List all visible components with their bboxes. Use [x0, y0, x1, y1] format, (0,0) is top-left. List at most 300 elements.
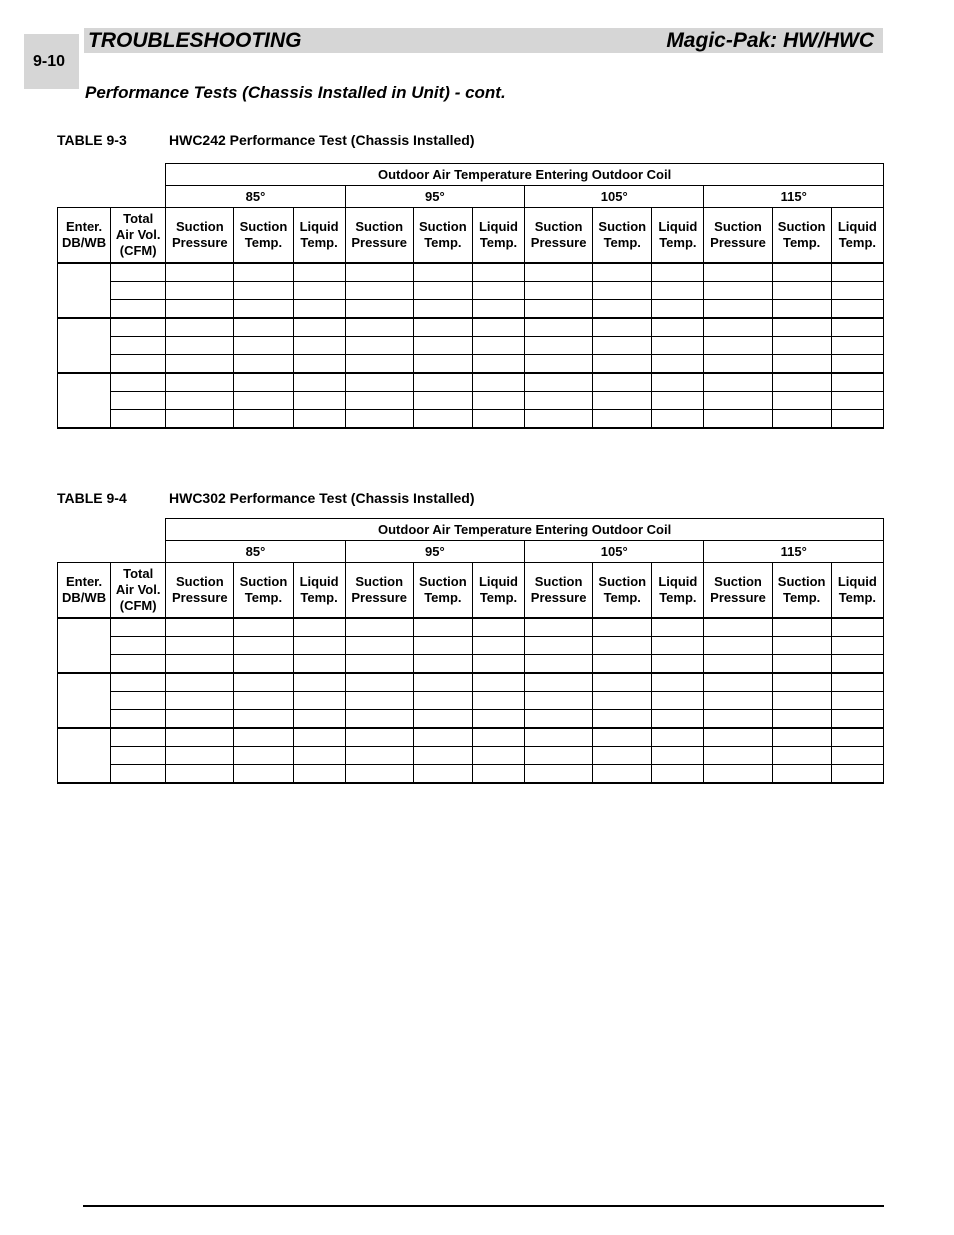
data-cell [652, 263, 704, 282]
table-row [58, 318, 884, 337]
data-cell [111, 355, 166, 374]
data-cell [772, 655, 831, 674]
data-cell [345, 673, 413, 692]
liquid-temp-header [831, 208, 883, 264]
data-cell [831, 300, 883, 319]
data-cell [472, 392, 524, 410]
data-cell [772, 692, 831, 710]
data-cell [652, 728, 704, 747]
data-cell [293, 747, 345, 765]
data-cell [704, 392, 772, 410]
header-line: Suction [175, 219, 224, 234]
table-row [58, 747, 884, 765]
data-cell [831, 282, 883, 300]
data-cell [525, 355, 593, 374]
data-cell [472, 318, 524, 337]
data-cell [472, 618, 524, 637]
data-cell [525, 728, 593, 747]
data-cell [652, 747, 704, 765]
blank-corner [58, 164, 166, 186]
header-line: Suction [175, 574, 224, 589]
data-cell [413, 618, 472, 637]
data-cell [413, 410, 472, 429]
data-cell [345, 355, 413, 374]
data-cell [525, 410, 593, 429]
data-cell [593, 263, 652, 282]
section-heading: Performance Tests (Chassis Installed in Unit) - cont. [85, 83, 506, 102]
data-cell [345, 282, 413, 300]
data-cell [704, 355, 772, 374]
performance-table-hwc242 [57, 163, 884, 429]
header-line: Liquid [478, 219, 518, 234]
data-cell [593, 373, 652, 392]
suction-temp-header [234, 208, 293, 264]
data-cell [111, 747, 166, 765]
suction-temp-header [772, 208, 831, 264]
data-cell [166, 655, 234, 674]
data-cell [293, 728, 345, 747]
data-cell [234, 765, 293, 784]
header-line: Temp. [244, 235, 283, 250]
data-cell [772, 618, 831, 637]
data-cell [831, 710, 883, 729]
data-cell [652, 282, 704, 300]
data-cell [652, 710, 704, 729]
data-cell [472, 637, 524, 655]
data-cell [345, 410, 413, 429]
data-cell [345, 728, 413, 747]
header-line: Enter. [66, 219, 103, 234]
suction-pressure-header [704, 563, 772, 619]
data-cell [293, 318, 345, 337]
suction-pressure-header [166, 208, 234, 264]
suction-temp-header [593, 208, 652, 264]
data-cell [593, 355, 652, 374]
data-cell [652, 410, 704, 429]
data-cell [166, 263, 234, 282]
data-cell [652, 318, 704, 337]
data-cell [704, 747, 772, 765]
header-line: Liquid [299, 574, 339, 589]
data-cell [413, 747, 472, 765]
header-line: Temp. [603, 235, 641, 250]
data-cell [525, 692, 593, 710]
data-cell [234, 410, 293, 429]
data-cell [234, 710, 293, 729]
suction-pressure-header [345, 208, 413, 264]
data-cell [704, 765, 772, 784]
suction-temp-header [593, 563, 652, 619]
data-cell [472, 263, 524, 282]
data-cell [345, 373, 413, 392]
header-line: Temp. [244, 590, 283, 605]
data-cell [472, 355, 524, 374]
data-cell [525, 747, 593, 765]
suction-temp-header [413, 208, 472, 264]
header-line: Suction [598, 219, 647, 234]
data-cell [472, 337, 524, 355]
data-cell [704, 618, 772, 637]
data-cell [166, 618, 234, 637]
data-cell [166, 747, 234, 765]
data-cell [472, 710, 524, 729]
data-cell [772, 710, 831, 729]
data-cell [345, 300, 413, 319]
data-cell [111, 392, 166, 410]
liquid-temp-header [472, 208, 524, 264]
liquid-temp-header [472, 563, 524, 619]
data-cell [525, 337, 593, 355]
data-cell [111, 410, 166, 429]
header-line: Pressure [710, 235, 766, 250]
temperature-header: 115° [704, 186, 884, 208]
header-line: Suction [777, 219, 826, 234]
data-cell [166, 392, 234, 410]
data-cell [234, 637, 293, 655]
data-cell [345, 747, 413, 765]
header-line: Liquid [658, 574, 698, 589]
data-cell [111, 655, 166, 674]
data-cell [413, 282, 472, 300]
data-cell [293, 673, 345, 692]
data-cell [831, 410, 883, 429]
table-caption-id: TABLE 9-3 [57, 132, 127, 148]
data-cell [472, 373, 524, 392]
header-line: Temp. [603, 590, 641, 605]
data-cell [772, 392, 831, 410]
data-cell [345, 618, 413, 637]
data-cell [593, 300, 652, 319]
liquid-temp-header [293, 563, 345, 619]
data-cell [111, 263, 166, 282]
data-cell [831, 728, 883, 747]
data-cell [652, 637, 704, 655]
data-cell [472, 765, 524, 784]
data-cell [234, 300, 293, 319]
data-cell [293, 710, 345, 729]
temperature-header: 95° [345, 541, 524, 563]
data-cell [345, 637, 413, 655]
table-row [58, 282, 884, 300]
table-row [58, 710, 884, 729]
db-wb-cell [58, 728, 111, 783]
data-cell [772, 765, 831, 784]
total-air-volume-header [111, 208, 166, 264]
suction-pressure-header [345, 563, 413, 619]
data-cell [345, 263, 413, 282]
temperature-header: 115° [704, 541, 884, 563]
data-cell [345, 692, 413, 710]
data-cell [111, 618, 166, 637]
table-caption-id: TABLE 9-4 [57, 490, 127, 506]
header-line: Pressure [530, 235, 587, 250]
table-row [58, 673, 884, 692]
blank-corner [58, 186, 166, 208]
data-cell [652, 618, 704, 637]
data-cell [111, 728, 166, 747]
data-cell [525, 392, 593, 410]
table-caption [57, 490, 475, 506]
table-row [58, 765, 884, 784]
data-cell [234, 618, 293, 637]
header-line: Liquid [478, 574, 518, 589]
data-cell [111, 673, 166, 692]
table-row [58, 373, 884, 392]
data-cell [234, 355, 293, 374]
data-cell [413, 673, 472, 692]
data-cell [831, 392, 883, 410]
data-cell [111, 765, 166, 784]
header-line: (CFM) [119, 598, 157, 613]
data-cell [525, 300, 593, 319]
data-cell [166, 673, 234, 692]
data-cell [413, 637, 472, 655]
data-cell [234, 373, 293, 392]
header-line: Suction [419, 574, 467, 589]
data-cell [652, 392, 704, 410]
data-cell [593, 282, 652, 300]
data-cell [413, 692, 472, 710]
suction-pressure-header [525, 208, 593, 264]
data-cell [345, 765, 413, 784]
data-cell [413, 728, 472, 747]
temperature-header: 85° [166, 186, 345, 208]
suction-temp-header [413, 563, 472, 619]
data-cell [593, 692, 652, 710]
data-cell [111, 637, 166, 655]
liquid-temp-header [293, 208, 345, 264]
data-cell [472, 655, 524, 674]
header-line: Suction [534, 574, 583, 589]
data-cell [831, 263, 883, 282]
header-line: Temp. [838, 235, 877, 250]
data-cell [293, 337, 345, 355]
data-cell [166, 337, 234, 355]
data-cell [234, 747, 293, 765]
suction-pressure-header [166, 563, 234, 619]
header-title: TROUBLESHOOTING [88, 29, 302, 52]
data-cell [525, 618, 593, 637]
data-cell [652, 337, 704, 355]
data-cell [293, 655, 345, 674]
header-line: DB/WB [62, 590, 107, 605]
performance-table-hwc302 [57, 518, 884, 784]
data-cell [772, 673, 831, 692]
data-cell [831, 692, 883, 710]
header-line: Suction [419, 219, 467, 234]
header-line: Temp. [479, 590, 518, 605]
data-cell [111, 337, 166, 355]
data-cell [166, 637, 234, 655]
data-cell [166, 728, 234, 747]
data-cell [525, 637, 593, 655]
data-cell [652, 373, 704, 392]
data-cell [831, 373, 883, 392]
page-number: 9-10 [33, 53, 66, 70]
data-cell [111, 373, 166, 392]
header-model: Magic-Pak: HW/HWC [666, 29, 874, 52]
temperature-header: 85° [166, 541, 345, 563]
data-cell [704, 673, 772, 692]
data-cell [593, 392, 652, 410]
data-cell [652, 765, 704, 784]
data-cell [345, 655, 413, 674]
liquid-temp-header [652, 563, 704, 619]
data-cell [772, 747, 831, 765]
data-cell [345, 318, 413, 337]
data-cell [293, 282, 345, 300]
data-cell [704, 337, 772, 355]
data-cell [593, 337, 652, 355]
table-row [58, 655, 884, 674]
header-line: Temp. [659, 235, 697, 250]
header-line: Enter. [66, 574, 103, 589]
data-cell [111, 300, 166, 319]
table-row [58, 355, 884, 374]
table-row [58, 337, 884, 355]
suction-temp-header [772, 563, 831, 619]
header-line: Suction [714, 219, 762, 234]
data-cell [234, 318, 293, 337]
header-line: Liquid [299, 219, 339, 234]
header-line: Suction [355, 574, 404, 589]
table-row [58, 637, 884, 655]
header-line: Suction [239, 574, 288, 589]
enter-db-wb-header [58, 563, 111, 619]
data-cell [413, 300, 472, 319]
header-line: Suction [534, 219, 583, 234]
table-row [58, 618, 884, 637]
temperature-header: 105° [525, 186, 704, 208]
footer-rule [83, 1205, 884, 1207]
header-line: Temp. [479, 235, 518, 250]
header-line: (CFM) [119, 243, 157, 258]
header-line: Liquid [837, 219, 877, 234]
data-cell [166, 373, 234, 392]
data-cell [525, 710, 593, 729]
data-cell [472, 728, 524, 747]
data-cell [704, 710, 772, 729]
data-cell [293, 300, 345, 319]
data-cell [772, 728, 831, 747]
header-line: Liquid [837, 574, 877, 589]
data-cell [652, 355, 704, 374]
data-cell [413, 263, 472, 282]
data-cell [772, 373, 831, 392]
data-cell [704, 655, 772, 674]
data-cell [166, 410, 234, 429]
data-cell [772, 355, 831, 374]
data-cell [234, 263, 293, 282]
data-cell [525, 282, 593, 300]
data-cell [234, 692, 293, 710]
data-cell [111, 692, 166, 710]
data-cell [525, 318, 593, 337]
outdoor-temp-span-header: Outdoor Air Temperature Entering Outdoor Coil [166, 164, 884, 186]
data-cell [593, 618, 652, 637]
data-cell [293, 355, 345, 374]
data-cell [345, 392, 413, 410]
data-cell [234, 337, 293, 355]
table-row [58, 300, 884, 319]
header-line: Pressure [172, 590, 228, 605]
data-cell [413, 355, 472, 374]
data-cell [704, 410, 772, 429]
data-cell [525, 373, 593, 392]
data-cell [472, 747, 524, 765]
data-cell [166, 355, 234, 374]
data-cell [831, 655, 883, 674]
data-cell [593, 637, 652, 655]
data-cell [831, 337, 883, 355]
data-cell [593, 655, 652, 674]
header-line: Suction [239, 219, 288, 234]
data-cell [704, 318, 772, 337]
table-row [58, 692, 884, 710]
header-line: Temp. [838, 590, 877, 605]
data-cell [704, 282, 772, 300]
data-cell [704, 692, 772, 710]
data-cell [111, 710, 166, 729]
data-cell [772, 337, 831, 355]
data-cell [166, 692, 234, 710]
data-cell [413, 710, 472, 729]
table-caption-title: HWC242 Performance Test (Chassis Installed) [169, 132, 475, 148]
header-line: Temp. [782, 235, 821, 250]
data-cell [652, 673, 704, 692]
data-cell [831, 318, 883, 337]
header-line: Temp. [424, 235, 462, 250]
data-cell [111, 282, 166, 300]
header-line: Suction [598, 574, 647, 589]
data-cell [772, 318, 831, 337]
data-cell [704, 728, 772, 747]
data-cell [772, 300, 831, 319]
total-air-volume-header [111, 563, 166, 619]
data-cell [472, 692, 524, 710]
data-cell [234, 728, 293, 747]
data-cell [293, 765, 345, 784]
db-wb-cell [58, 673, 111, 728]
data-cell [413, 655, 472, 674]
data-cell [593, 765, 652, 784]
table-row [58, 410, 884, 429]
data-cell [234, 655, 293, 674]
data-cell [345, 337, 413, 355]
data-cell [831, 747, 883, 765]
header-line: Pressure [710, 590, 766, 605]
header-line: Suction [355, 219, 404, 234]
data-cell [413, 765, 472, 784]
data-cell [413, 318, 472, 337]
data-cell [166, 300, 234, 319]
data-cell [704, 300, 772, 319]
header-line: Liquid [658, 219, 698, 234]
header-line: Pressure [351, 235, 408, 250]
header-line: Suction [777, 574, 826, 589]
data-cell [472, 673, 524, 692]
data-cell [704, 263, 772, 282]
header-line: Air Vol. [115, 582, 161, 597]
data-cell [593, 410, 652, 429]
header-line: Pressure [172, 235, 228, 250]
data-cell [593, 728, 652, 747]
data-cell [772, 410, 831, 429]
blank-corner [58, 541, 166, 563]
data-cell [472, 282, 524, 300]
data-cell [293, 392, 345, 410]
data-cell [704, 637, 772, 655]
